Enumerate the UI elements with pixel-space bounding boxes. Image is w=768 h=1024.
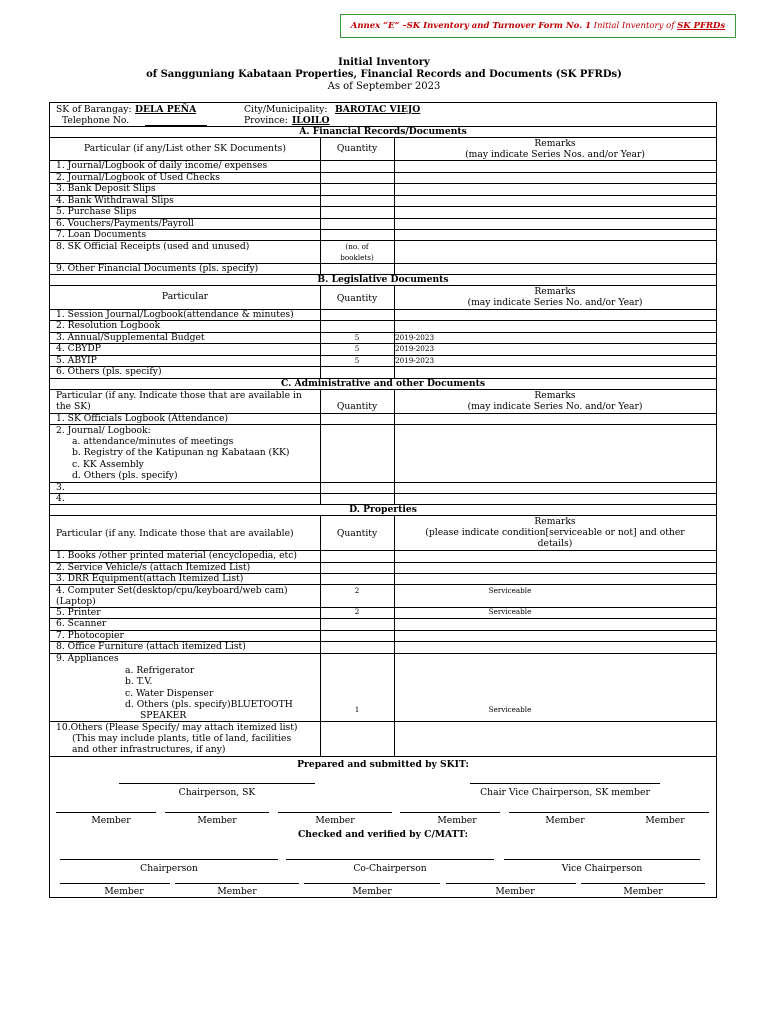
section-d-col-remarks-note-2: details) (537, 538, 573, 549)
section-c-col-particular-2: the SK) (56, 401, 91, 412)
speaker-remarks: Serviceable (488, 705, 532, 714)
section-b-col-quantity: Quantity (336, 293, 378, 304)
cmatt-chair-label: Chairperson (140, 863, 198, 874)
signature-line (60, 883, 170, 884)
section-a-col-particular: Particular (if any/List other SK Documents) (84, 143, 286, 154)
divider (50, 229, 716, 230)
signature-line (509, 812, 621, 813)
member-label: Member (645, 815, 685, 826)
doc-subtitle: of Sangguniang Kabataan Properties, Financial Records and Documents (SK PFRDs) (146, 69, 622, 80)
section-b-row: 5. ABYIP (56, 355, 97, 366)
signature-line (446, 883, 576, 884)
section-d-row: 9. Appliances (56, 653, 119, 664)
doc-date: As of September 2023 (327, 81, 441, 92)
checked-by-label: Checked and verified by C/MATT: (297, 829, 469, 840)
signature-line (617, 812, 709, 813)
section-b-row: 6. Others (pls. specify) (56, 366, 162, 377)
section-b-row: 4. CBYDP (56, 343, 101, 354)
member-label: Member (352, 886, 392, 897)
section-a-row: 5. Purchase Slips (56, 206, 137, 217)
signature-line (175, 883, 299, 884)
cmatt-vice-chair-label: Vice Chairperson (561, 863, 643, 874)
section-b-row: 1. Session Journal/Logbook(attendance & minutes) (56, 309, 294, 320)
signature-line (278, 812, 392, 813)
doc-title: Initial Inventory (338, 57, 430, 68)
member-label: Member (217, 886, 257, 897)
signature-line (504, 859, 700, 860)
section-c-title: C. Administrative and other Documents (280, 378, 486, 389)
section-d-row-cont: and other infrastructures, if any) (72, 744, 226, 755)
member-label: Member (91, 815, 131, 826)
divider (50, 482, 716, 483)
signature-line (56, 812, 156, 813)
city-label: City/Municipality: (244, 104, 328, 115)
signature-line (286, 859, 494, 860)
divider (50, 653, 716, 654)
section-d-row: 10.Others (Please Specify/ may attach itemized list) (56, 722, 298, 733)
section-d-col-remarks: Remarks (534, 516, 576, 527)
annex-label: Annex “E” –SK Inventory and Turnover Form No. 1 (350, 21, 591, 31)
section-d-col-remarks-note: (please indicate condition[serviceable or not] and other (425, 527, 685, 538)
section-a-col-remarks-note: (may indicate Series Nos. and/or Year) (465, 149, 645, 160)
section-c-subrow: a. attendance/minutes of meetings (72, 436, 234, 447)
cmatt-co-chair-label: Co-Chairperson (353, 863, 427, 874)
divider (50, 493, 716, 494)
section-d-row-cont: (Laptop) (56, 596, 96, 607)
member-label: Member (315, 815, 355, 826)
speaker-quantity: 1 (354, 705, 360, 714)
member-label: Member (104, 886, 144, 897)
phone-label: Telephone No. (62, 115, 130, 126)
section-c-col-remarks: Remarks (534, 390, 576, 401)
member-label: Member (623, 886, 663, 897)
section-b-row: 3. Annual/Supplemental Budget (56, 332, 205, 343)
section-d-row: 3. DRR Equipment(attach Itemized List) (56, 573, 244, 584)
cbydp-quantity: 5 (354, 344, 360, 353)
barangay-value: DELA PEÑA (135, 104, 197, 115)
divider (320, 137, 321, 274)
printer-remarks: Serviceable (488, 607, 532, 616)
divider (320, 285, 321, 378)
section-b-title: B. Legislative Documents (317, 274, 449, 285)
signature-line (119, 783, 315, 784)
annex-middle: Initial Inventory of (590, 21, 678, 31)
appliance-item: d. Others (pls. specify)BLUETOOTH (125, 699, 293, 710)
divider (394, 389, 395, 504)
section-d-row: 2. Service Vehicle/s (attach Itemized List) (56, 562, 251, 573)
abyip-remarks: 2019-2023 (395, 356, 435, 365)
section-d-col-quantity: Quantity (336, 528, 378, 539)
section-b-row: 2. Resolution Logbook (56, 320, 161, 331)
signature-line (165, 812, 269, 813)
appliance-item: b. T.V. (125, 676, 153, 687)
section-a-row: 8. SK Official Receipts (used and unused) (56, 241, 250, 252)
inventory-form (49, 102, 717, 898)
divider (50, 756, 716, 757)
signature-line (60, 859, 278, 860)
section-c-subrow: b. Registry of the Katipunan ng Kabataan (KK) (72, 447, 290, 458)
member-label: Member (545, 815, 585, 826)
section-c-col-quantity: Quantity (336, 401, 378, 412)
barangay-label: SK of Barangay: (56, 104, 132, 115)
section-c-subrow: d. Others (pls. specify) (72, 470, 178, 481)
divider (394, 515, 395, 756)
section-c-row: 2. Journal/ Logbook: (56, 425, 151, 436)
section-c-col-particular: Particular (if any. Indicate those that are available in (56, 390, 302, 401)
section-b-col-remarks-note: (may indicate Series No. and/or Year) (467, 297, 643, 308)
section-c-row: 3. (56, 482, 65, 493)
section-d-row: 7. Photocopier (56, 630, 124, 641)
section-a-row: 4. Bank Withdrawal Slips (56, 195, 174, 206)
divider (50, 630, 716, 631)
member-label: Member (437, 815, 477, 826)
section-a-col-quantity: Quantity (336, 143, 378, 154)
signature-line (470, 783, 660, 784)
budget-remarks: 2019-2023 (395, 333, 435, 342)
member-label: Member (495, 886, 535, 897)
annex-link: SK PFRDs (677, 21, 726, 31)
province-label: Province: (244, 115, 288, 126)
section-d-row: 8. Office Furniture (attach itemized List) (56, 641, 246, 652)
section-c-row: 1. SK Officials Logbook (Attendance) (56, 413, 229, 424)
section-d-row: 1. Books /other printed material (encyclopedia, etc) (56, 550, 297, 561)
booklets-note: (no. of booklets) (340, 242, 374, 262)
divider (394, 285, 395, 378)
section-a-row: 2. Journal/Logbook of Used Checks (56, 172, 220, 183)
section-c-col-remarks-note: (may indicate Series No. and/or Year) (467, 401, 643, 412)
computer-remarks: Serviceable (488, 586, 532, 595)
signature-line (304, 883, 440, 884)
section-a-row: 1. Journal/Logbook of daily income/ expenses (56, 160, 268, 171)
section-c-subrow: c. KK Assembly (72, 459, 144, 470)
signature-line (581, 883, 705, 884)
prepared-by-label: Prepared and submitted by SKIT: (297, 759, 469, 770)
section-b-col-particular: Particular (161, 291, 209, 302)
computer-quantity: 2 (354, 586, 360, 595)
section-a-title: A. Financial Records/Documents (299, 126, 467, 137)
divider (320, 515, 321, 756)
section-d-title: D. Properties (349, 504, 417, 515)
section-a-row: 6. Vouchers/Payments/Payroll (56, 218, 194, 229)
section-d-row: 6. Scanner (56, 618, 107, 629)
section-a-col-remarks: Remarks (534, 138, 576, 149)
section-d-row: 5. Printer (56, 607, 101, 618)
divider (394, 137, 395, 274)
divider (320, 389, 321, 504)
section-a-row: 7. Loan Documents (56, 229, 147, 240)
divider (50, 206, 716, 207)
section-c-row: 4. (56, 493, 65, 504)
city-value: BAROTAC VIEJO (335, 104, 421, 115)
section-a-row: 3. Bank Deposit Slips (56, 183, 156, 194)
section-a-row: 9. Other Financial Documents (pls. specify) (56, 263, 259, 274)
vice-chair-label: Chair Vice Chairperson, SK member (480, 787, 650, 798)
appliance-item: c. Water Dispenser (125, 688, 214, 699)
chair-sk-label: Chairperson, SK (178, 787, 256, 798)
appliance-item: a. Refrigerator (125, 665, 195, 676)
section-d-row: 4. Computer Set(desktop/cpu/keyboard/web cam) (56, 585, 288, 596)
section-d-row-cont: (This may include plants, title of land, facilities (72, 733, 292, 744)
section-d-col-particular: Particular (if any. Indicate those that are available) (56, 528, 294, 539)
printer-quantity: 2 (354, 607, 360, 616)
section-b-col-remarks: Remarks (534, 286, 576, 297)
province-value: ILOILO (292, 115, 330, 126)
divider (50, 618, 716, 619)
annex-header (340, 14, 736, 38)
abyip-quantity: 5 (354, 356, 360, 365)
cbydp-remarks: 2019-2023 (395, 344, 435, 353)
appliance-item-cont: SPEAKER (140, 710, 187, 721)
signature-line (400, 812, 500, 813)
member-label: Member (197, 815, 237, 826)
budget-quantity: 5 (354, 333, 360, 342)
